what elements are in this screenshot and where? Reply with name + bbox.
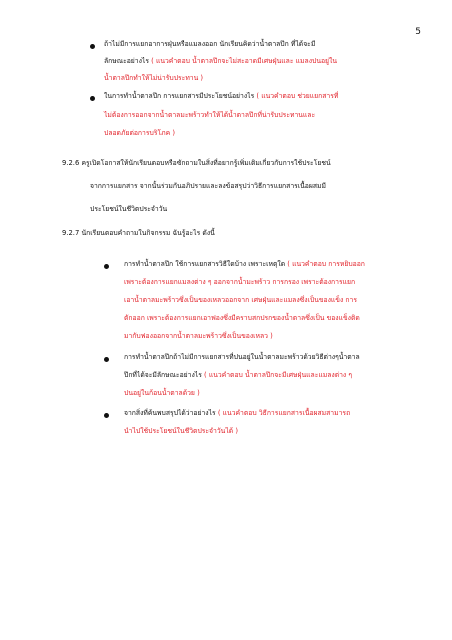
question-line: ถ้าไม่มีการแยกอาการฝุ่นหรือแมลงออก นักเรียนคิดว่าน้ำตาลปึก ที่ได้จะมี xyxy=(104,40,316,48)
answer-line: ตักออก เพราะต้องการแยกเอาฟองซึ่งมีคราบสกปรกของน้ำตาลซึ่งเป็น ของแข็งติด xyxy=(124,314,360,322)
answer-line: เอาน้ำตาลมะพร้าวซึ่งเป็นของเหลวออกจาก เศษฝุ่นและแมลงซึ่งเป็นของแข็ง การ xyxy=(124,296,358,304)
question-line: ลักษณะอย่างไร ( แนวคำตอบ น้ำตาลปึกจะไม่สะอาดมีเศษฝุ่นและ แมลงปนอยู่ใน xyxy=(104,57,337,65)
section-9-2-6-line: 9.2.6 ครูเปิดโอกาสให้นักเรียนตอบหรือซักถามในสิ่งที่อยากรู้เพิ่มเติมเกี่ยวกับการใช้ประโยชน์ xyxy=(62,159,331,167)
bullet-icon xyxy=(104,264,109,269)
answer-line: นำไปใช้ประโยชน์ในชีวิตประจำวันได้ ) xyxy=(124,427,238,435)
section-9-2-6-line: ประโยชน์ในชีวิตประจำวัน xyxy=(90,205,168,213)
bullet-icon xyxy=(90,44,95,49)
answer-line: เพราะต้องการแยกแมลงต่าง ๆ ออกจากน้ำมะพร้าว การกรอง เพราะต้องการแยก xyxy=(124,278,356,286)
page-number: 5 xyxy=(415,27,421,37)
section-9-2-6-line: จากการแยกสาร จากนั้นร่วมกันอภิปรายและลงข้อสรุปว่าวิธีการแยกสารเนื้อผสมมี xyxy=(90,182,326,190)
answer-line: น้ำตาลปึกทำให้ไม่น่ารับประทาน ) xyxy=(104,74,204,82)
answer-line: ปลอดภัยต่อการบริโภค ) xyxy=(104,129,175,137)
question-line: การทำน้ำตาลปึกถ้าไม่มีการแยกสารที่ปนอยู่ในน้ำตาลมะพร้าวด้วยวิธีต่างๆน้ำตาล xyxy=(124,353,360,361)
question-line: ในการทำน้ำตาลปึก การแยกสารมีประโยชน์อย่างไร ( แนวคำตอบ ช่วยแยกสารที่ xyxy=(104,92,339,100)
question-line: การทำน้ำตาลปึก ใช้การแยกสารวิธีใดบ้าง เพราะเหตุใด ( แนวคำตอบ การหยิบออก xyxy=(124,260,365,268)
answer-line: ไม่ต้องการออกจากน้ำตาลมะพร้าวทำให้ได้น้ำตาลปึกที่น่ารับประทานและ xyxy=(104,111,316,119)
bullet-icon xyxy=(104,413,109,418)
bullet-icon xyxy=(104,357,109,362)
question-line: ปึกที่ได้จะมีลักษณะอย่างไร ( แนวคำตอบ น้ำตาลปึกจะมีเศษฝุ่นและแมลงต่าง ๆ xyxy=(124,371,353,379)
question-line: จากสิ่งที่ค้นพบสรุปได้ว่าอย่างไร ( แนวคำตอบ วิธีการแยกสารเนื้อผสมสามารถ xyxy=(124,409,351,417)
answer-line: ปนอยู่ในก้อนน้ำตาลด้วย ) xyxy=(124,389,200,397)
section-9-2-7-heading: 9.2.7 นักเรียนตอบคำถามในกิจกรรม ฉันรู้อะไร ดังนี้ xyxy=(62,229,215,237)
answer-line: มากับฟองออกจากน้ำตาลมะพร้าวซึ่งเป็นของเหลว ) xyxy=(124,332,273,340)
bullet-icon xyxy=(90,96,95,101)
